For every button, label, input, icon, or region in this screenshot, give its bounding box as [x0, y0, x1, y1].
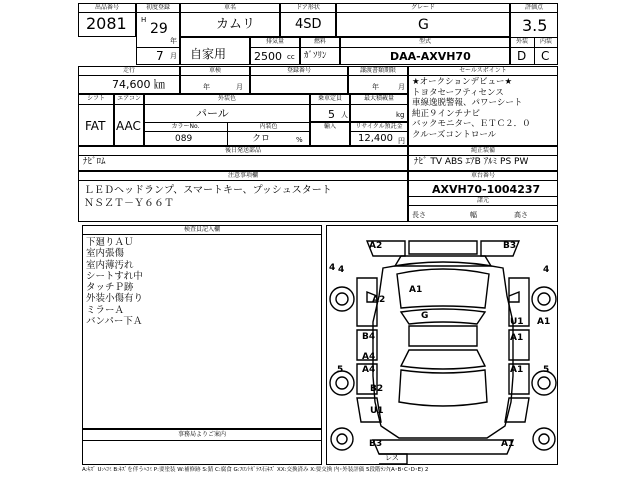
transfer-month-unit: 月 — [398, 83, 405, 91]
lot-number-label: 出品番号 — [94, 4, 119, 11]
max-load-unit: kg — [396, 111, 405, 119]
shift-label: シフト — [86, 95, 105, 102]
sales-points-list — [412, 77, 531, 140]
inspector-note: タッチＰ跡 — [86, 282, 134, 294]
damage-rear-right: A1 — [510, 365, 524, 375]
damage-fender-left: A2 — [372, 295, 386, 305]
percent-unit: % — [296, 136, 303, 144]
notes-line-2: ＮＳＺＴ－Ｙ６６Ｔ — [84, 198, 174, 209]
recycle-label: リサイクル預託金 — [355, 123, 403, 130]
capacity-label: 乗車定員 — [317, 95, 342, 102]
ac-label: エアコン — [117, 95, 141, 102]
interior-grade: C — [541, 49, 550, 63]
interior-color-label: 内装色 — [259, 123, 278, 130]
month-unit: 月 — [170, 52, 177, 60]
mileage-label: 走行 — [122, 67, 135, 74]
tire-front-right-value: 4 — [543, 265, 550, 275]
first-reg-year: 29 — [150, 21, 168, 37]
model-label: 型式 — [418, 38, 431, 45]
width-label: 幅 — [470, 211, 477, 219]
car-name-label: 車名 — [223, 4, 236, 11]
shift: FAT — [85, 119, 106, 133]
chassis-number: AXVH70-1004237 — [432, 183, 541, 196]
inspector-note: 室内薄汚れ — [86, 259, 134, 271]
damage-door-front-right-1: U1 — [510, 317, 524, 327]
damage-diagram — [326, 225, 558, 465]
fuel: ｶﾞｿﾘﾝ — [304, 51, 327, 61]
transfer-year-unit: 年 — [372, 83, 379, 91]
sales-points-label: セールスポイント — [459, 67, 507, 74]
length-label: 長さ — [412, 211, 426, 219]
damage-bottom-right: A1 — [501, 439, 515, 449]
grade: G — [418, 17, 429, 33]
year-unit: 年 — [170, 37, 177, 45]
color-number: 089 — [175, 134, 193, 144]
damage-top-left: A2 — [369, 241, 383, 251]
damage-bottom-left: B3 — [369, 439, 383, 449]
capacity: 5 — [328, 108, 335, 121]
inspector-note: ミラーＡ — [86, 304, 125, 316]
interior-color: クロ — [252, 134, 271, 144]
inspection-year-unit: 年 — [203, 83, 210, 91]
office-label: 事務局よりご案内 — [177, 431, 226, 438]
exterior-grade: D — [517, 49, 527, 63]
grade-label: グレード — [410, 4, 435, 11]
era: H — [141, 16, 147, 24]
interior-label: 内装 — [539, 38, 552, 45]
tire-front-left-value: 4 — [338, 265, 345, 275]
use-type: 自家用 — [190, 47, 227, 61]
first-reg-month: 7 — [156, 49, 164, 63]
registration-label: 登録番号 — [286, 67, 311, 74]
sales-point: バックモニター、ＥＴＣ２．０ — [412, 119, 531, 129]
fuel-label: 燃料 — [313, 38, 326, 45]
car-name: カムリ — [216, 17, 256, 32]
score: 3.5 — [522, 16, 548, 35]
inspector-note: バンパー下Ａ — [86, 316, 143, 328]
equipment-label: 純正装備 — [470, 147, 495, 154]
displacement-unit: cc — [287, 53, 295, 61]
displacement-label: 排気量 — [265, 38, 284, 45]
max-load-label: 最大積載量 — [363, 95, 394, 102]
inspector-list — [86, 237, 143, 327]
notes-label: 注意事項欄 — [227, 172, 258, 179]
tire-rear-left-value: 5 — [337, 365, 344, 375]
sales-point: ★オークションデビュー★ — [412, 77, 513, 87]
damage-tire-front-left: 4 — [329, 263, 336, 273]
later-parts-label: 後日発送部品 — [224, 147, 261, 154]
score-label: 評価点 — [524, 4, 543, 11]
first-registration-label: 初度登録 — [145, 4, 170, 11]
chassis-label: 車台番号 — [470, 172, 495, 179]
damage-quarter-left: B2 — [370, 384, 384, 394]
sales-point: 車線逸脱警報、パワーシート — [412, 98, 523, 108]
sales-point: クルーズコントロール — [412, 129, 497, 140]
inspector-note: 下廻りＡＵ — [86, 237, 134, 248]
later-parts: ﾅﾋﾞﾛﾑ — [83, 157, 106, 167]
lot-number: 2081 — [86, 14, 127, 33]
recycle-unit: 円 — [398, 137, 405, 145]
car-outline — [327, 226, 559, 466]
import-label: 輸入 — [323, 123, 336, 130]
transfer-label: 譲渡書類期限 — [359, 67, 396, 74]
door-label: ドア形状 — [296, 4, 320, 11]
damage-hood: A1 — [409, 285, 423, 295]
door-type: 4SD — [295, 17, 322, 32]
recycle-fee: 12,400 — [358, 133, 393, 144]
mileage: 74,600 ㎞ — [112, 78, 165, 91]
damage-top-right: B3 — [503, 241, 517, 251]
model: DAA-AXVH70 — [390, 50, 471, 63]
color-label: 外装色 — [217, 95, 236, 102]
sales-point: トヨタセーフティセンス — [412, 87, 504, 98]
notes-line-1: ＬＥＤヘッドランプ、スマートキー、プッシュスタート — [84, 185, 332, 196]
color-no-label: カラーNo. — [171, 123, 200, 130]
damage-side-right: A1 — [537, 317, 551, 327]
specs-label: 諸元 — [476, 197, 489, 204]
damage-roof: G — [421, 311, 429, 321]
sales-point: 純正９インチナビ — [412, 108, 481, 119]
height-label: 高さ — [514, 211, 528, 219]
damage-door-front-right-2: A1 — [510, 333, 524, 343]
spare-less-label: レス — [385, 454, 399, 462]
equipment: ﾅﾋﾞ TV ABS ｴｱB ｱﾙﾐ PS PW — [414, 157, 529, 167]
inspector-note: シートすれ中 — [86, 270, 143, 282]
capacity-unit: 人 — [341, 111, 348, 119]
damage-rear-left: U1 — [370, 406, 384, 416]
damage-rear-left-2: A4 — [362, 365, 376, 375]
tire-rear-right-value: 5 — [543, 365, 550, 375]
displacement: 2500 — [254, 50, 282, 63]
inspector-note: 室内張傷 — [86, 248, 125, 260]
damage-rear-left-1: A4 — [362, 352, 376, 362]
ac: AAC — [116, 119, 141, 133]
inspection-label: 車検 — [208, 67, 221, 74]
inspector-label: 検査員記入欄 — [183, 226, 220, 233]
inspector-note: 外装小傷有り — [86, 293, 144, 305]
damage-door-front-left: B4 — [362, 332, 376, 342]
exterior-label: 外装 — [515, 38, 528, 45]
legend: A:ｷｽﾞ U:ﾍｺﾐ B:ｷｽﾞを伴うﾍｺﾐ P:要塗装 W:補修跡 S:錆 C:腐食 G:ﾌﾛﾝﾄｶﾞﾗｽ石ｷｽﾞ XX:交換済み X:要交換 内･外装評価 5段階ﾗﾝｸ(A･B･C･D･E) 2 — [82, 467, 429, 473]
inspection-month-unit: 月 — [236, 83, 243, 91]
exterior-color: パール — [196, 107, 229, 120]
